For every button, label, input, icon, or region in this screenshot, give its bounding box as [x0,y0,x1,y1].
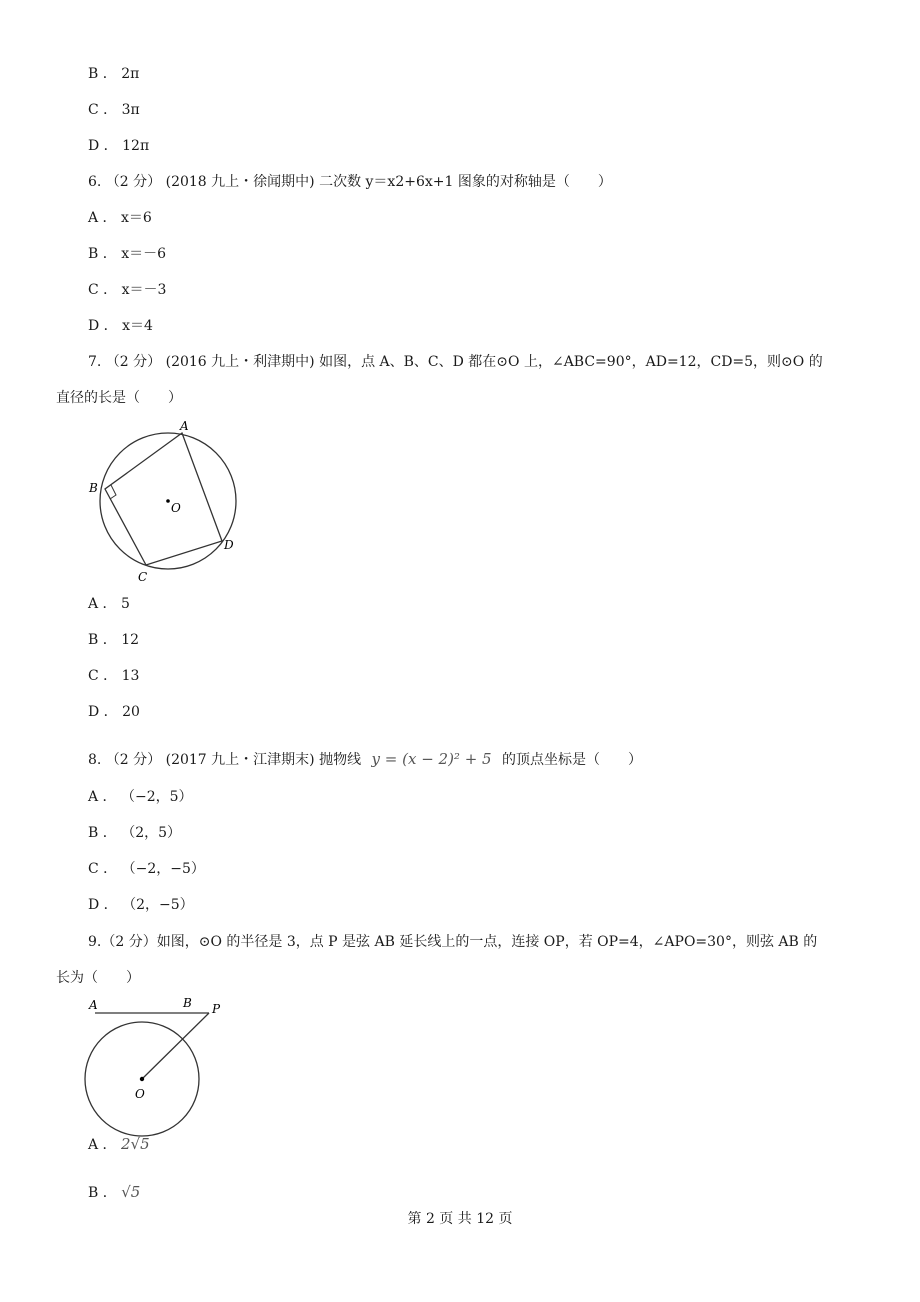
q6-option-b: B ． x＝－6 [88,246,167,262]
q6-stem: 6. （2 分） (2018 九上・徐闻期中) 二次数 y＝x2+6x+1 图象的对称轴是（ ） [88,174,612,190]
q7-label-d: D [224,538,234,552]
q7-label-a: A [180,419,189,433]
q7-stem: 7. （2 分） (2016 九上・利津期中) 如图，点 A、B、C、D 都在⊙O 上，∠ABC=90°，AD=12，CD=5，则⊙O 的 [88,354,823,370]
q6-option-d: D ． x＝4 [88,318,153,334]
q5-option-d: D ． 12π [88,138,150,154]
q5-option-b: B ． 2π [88,66,140,82]
q9-center-point [140,1077,144,1081]
q7-quadrilateral [105,433,222,565]
q7-label-c: C [138,570,148,584]
q8-option-a: A ． （−2，5） [88,789,193,805]
q8-formula: y = (x − 2)² + 5 [371,750,492,768]
q7-label-b: B [89,481,98,495]
q6-option-a: A ． x＝6 [88,210,152,226]
q7-label-o: O [171,501,181,515]
q9-label-b: B [183,996,192,1010]
q7-option-d: D ． 20 [88,704,140,720]
q7-option-b: B ． 12 [88,632,140,648]
q7-stem-cont: 直径的长是（ ） [56,390,182,406]
q9-label-p: P [212,1002,221,1016]
q8-stem [88,749,642,770]
q9-option-b: B ． √5 [88,1183,141,1201]
q9-option-a: A ． 2√5 [88,1135,150,1153]
q5-option-c: C ． 3π [88,102,140,118]
q9-stem: 9.（2 分）如图，⊙O 的半径是 3，点 P 是弦 AB 延长线上的一点，连接 OP，若 OP=4，∠APO=30°，则弦 AB 的 [88,934,818,950]
q8-option-b: B ． （2，5） [88,825,182,841]
q8-option-d: D ． （2，−5） [88,897,194,913]
q7-option-c: C ． 13 [88,668,140,684]
q9-label-a: A [89,998,98,1012]
q7-circle-figure [80,414,255,589]
page-footer: 第 2 页 共 12 页 [407,1211,513,1227]
q7-option-a: A ． 5 [88,596,130,612]
q7-center-point [166,499,170,503]
q9-stem-cont: 长为（ ） [56,970,140,986]
q9-label-o: O [135,1087,145,1101]
q9-circle-figure [80,994,230,1144]
q8-stem-pre: 8. （2 分） (2017 九上・江津期末) 抛物线 [88,752,362,768]
q6-option-c: C ． x＝－3 [88,282,167,298]
q8-stem-post: 的顶点坐标是（ ） [502,752,643,768]
q7-right-angle-mark [110,485,116,499]
q8-option-c: C ． （−2，−5） [88,861,205,877]
